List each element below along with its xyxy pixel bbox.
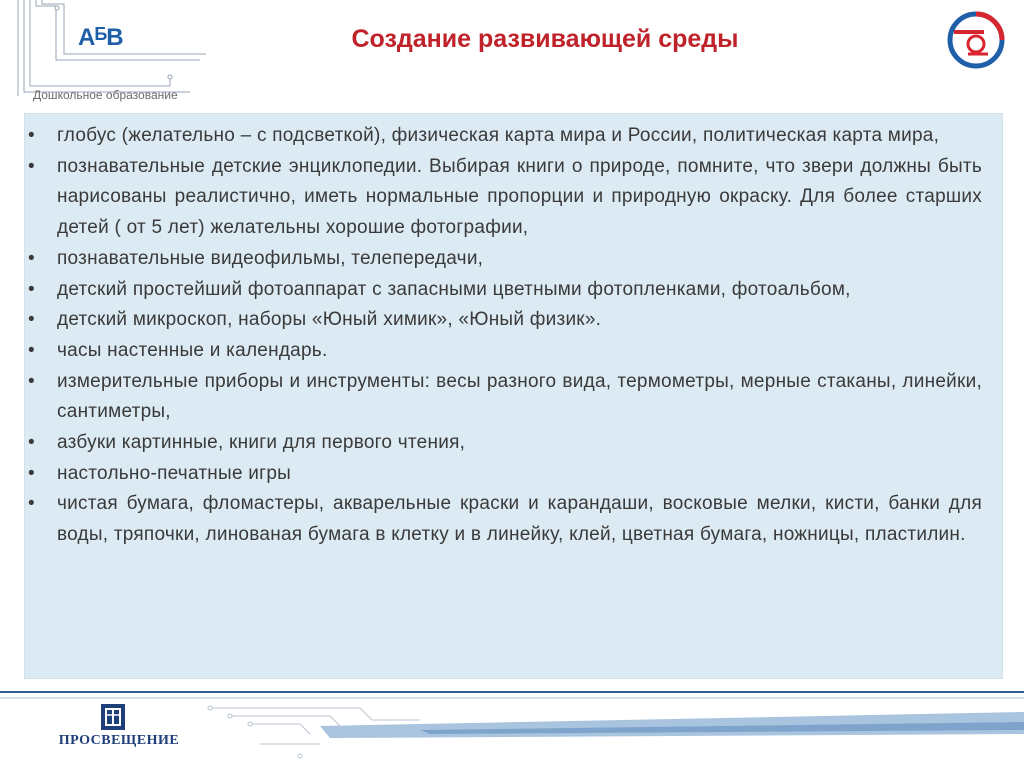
list-item: • глобус (желательно – с подсветкой), физическая карта мира и России, политическая карта мира,	[57, 121, 982, 152]
list-item: • детский микроскоп, наборы «Юный химик», «Юный физик».	[57, 305, 982, 336]
publisher-name: ПРОСВЕЩЕНИЕ	[58, 733, 180, 748]
content-box	[24, 113, 1003, 679]
brand-logo-letter-a: А	[78, 24, 95, 51]
brand-subtitle: Дошкольное образование	[33, 88, 178, 102]
list-item: • настольно-печатные игры	[57, 459, 982, 490]
list-item: • познавательные детские энциклопедии. Выбирая книги о природе, помните, что звери должны быть нарисованы реалистично, иметь нормальные пропорции и природную окраску. Для более старших детей ( от 5 лет) желательны хорошие фотографии,	[57, 152, 982, 244]
publisher-book-emblem-icon	[100, 703, 126, 731]
list-item: • познавательные видеофильмы, телепередачи,	[57, 244, 982, 275]
page-title: Создание развивающей среды	[351, 25, 739, 53]
brand-logo-letter-b: Б	[94, 24, 107, 44]
resource-list	[25, 114, 1002, 551]
list-item: • азбуки картинные, книги для первого чтения,	[57, 428, 982, 459]
list-item: • чистая бумага, фломастеры, акварельные краски и карандаши, восковые мелки, кисти, банки для воды, тряпочки, линованая бумага в клетку и в линейку, клей, цветная бумага, ножницы, пластилин.	[57, 489, 982, 550]
list-item: • часы настенные и календарь.	[57, 336, 982, 367]
list-item: • детский простейший фотоаппарат с запасными цветными фотопленками, фотоальбом,	[57, 275, 982, 306]
brand-logo-letter-v: В	[106, 24, 123, 51]
list-item: • измерительные приборы и инструменты: весы разного вида, термометры, мерные стаканы, линейки, сантиметры,	[57, 367, 982, 428]
publisher-round-logo-icon	[946, 10, 1006, 70]
publisher-logo	[54, 703, 184, 753]
